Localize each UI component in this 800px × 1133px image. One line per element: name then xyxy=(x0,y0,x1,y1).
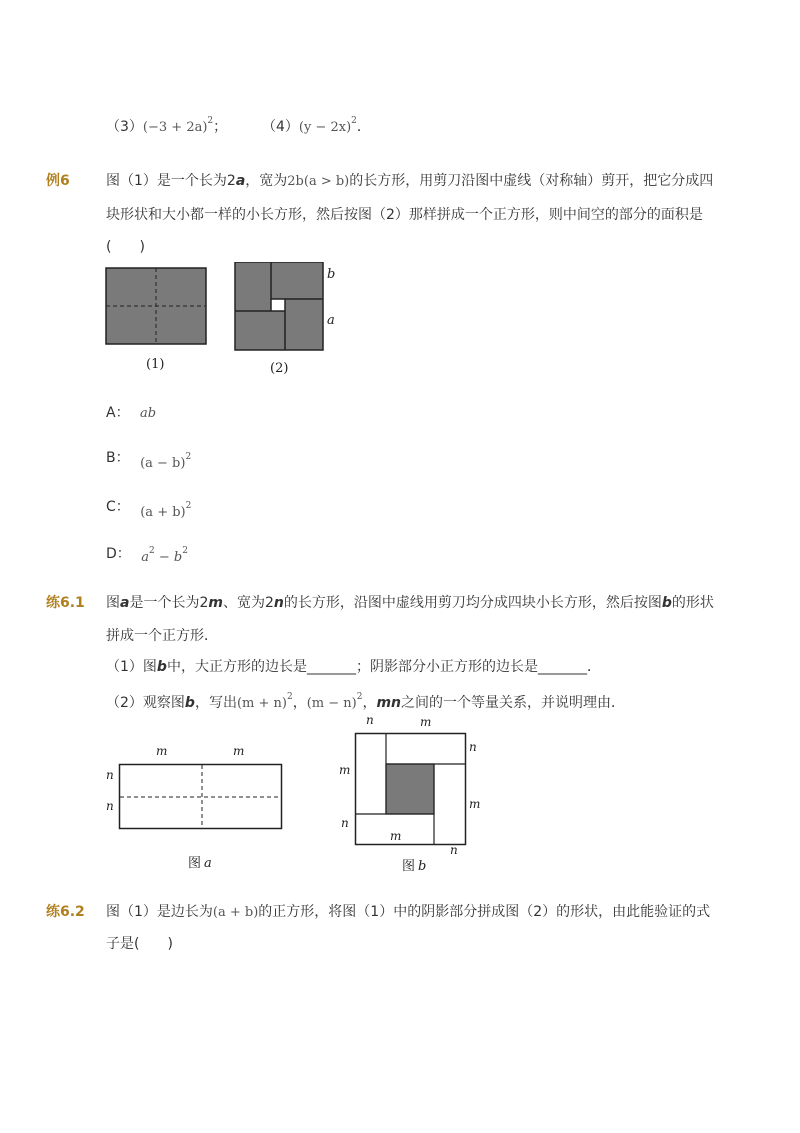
fig1-rectangle xyxy=(106,268,206,344)
item3-end: ； xyxy=(213,119,228,135)
p61-var-n: n xyxy=(273,595,284,611)
ex6-text-1: 图（1）是一个长为2 xyxy=(106,173,236,189)
p61-var-m: m xyxy=(208,595,223,611)
option-d-exp2: 2 xyxy=(182,546,188,557)
item3-label: （3） xyxy=(106,119,143,135)
practice61-line2: 拼成一个正方形． xyxy=(106,628,218,644)
figb-top-m: m xyxy=(420,715,432,729)
ex6-text-2: ，宽为 xyxy=(245,173,288,189)
example6-line3: ( ) xyxy=(106,239,145,255)
practice61-q1 xyxy=(106,656,601,676)
figure-b xyxy=(330,712,490,878)
option-a-math: ab xyxy=(140,406,157,421)
figb-top-n: n xyxy=(366,713,374,727)
p62-math: (a + b) xyxy=(212,905,259,920)
item4-exp: 2 xyxy=(351,116,357,127)
ex6-math-2b: 2b(a > b) xyxy=(287,174,350,189)
fig2-caption: (2) xyxy=(270,361,289,376)
p61-q1-d: ． xyxy=(586,659,601,675)
option-c-exp: 2 xyxy=(185,501,192,512)
option-a xyxy=(106,402,156,422)
figb-right-n: n xyxy=(469,740,477,754)
fig2-pinwheel xyxy=(235,262,323,350)
p61-text-e: 的形状 xyxy=(671,595,714,611)
p61-q2-d: ， xyxy=(362,695,377,711)
ex6-var-a: a xyxy=(235,173,246,189)
p61-var-b: b xyxy=(661,595,672,611)
p61-q1-b: 中，大正方形的边长是 xyxy=(166,659,307,675)
practice61-label: 练6.1 xyxy=(46,595,85,611)
item4-math: (y − 2x) xyxy=(298,120,352,135)
figure-a xyxy=(100,738,290,876)
practice61-q2 xyxy=(106,692,625,712)
option-b xyxy=(106,447,192,471)
item4-label: （4） xyxy=(262,119,299,135)
top-formula-line-4 xyxy=(262,116,371,136)
fig2-label-a: a xyxy=(327,313,335,328)
option-b-letter: B： xyxy=(106,450,130,466)
p62-text-a: 图（1）是边长为 xyxy=(106,904,213,920)
figa-top-m2: m xyxy=(233,744,245,758)
example6-label: 例6 xyxy=(46,173,70,189)
figb-caption: 图 b xyxy=(402,859,427,874)
top-formula-line xyxy=(106,116,227,136)
p61-q2-a: （2）观察图 xyxy=(106,695,185,711)
practice62-line2: 子是( ) xyxy=(106,936,173,952)
figb-shaded-square xyxy=(386,764,434,814)
figb-left-m: m xyxy=(339,763,351,777)
p61-text-a: 图 xyxy=(106,595,120,611)
option-d-exp: 2 xyxy=(149,546,155,557)
p61-text-d: 的长方形，沿图中虚线用剪刀均分成四块小长方形，然后按图 xyxy=(283,595,662,611)
item4-end: ． xyxy=(356,119,371,135)
p61-q2-c: ， xyxy=(292,695,307,711)
figb-bottom-m: m xyxy=(390,829,402,843)
p61-var-a: a xyxy=(120,595,130,611)
item3-exp: 2 xyxy=(207,116,214,127)
option-d-letter: D： xyxy=(106,546,131,562)
p61-text-c: 、宽为2 xyxy=(222,595,274,611)
fig1-caption: (1) xyxy=(146,357,165,372)
p61-q2-var: b xyxy=(184,695,195,711)
option-b-exp: 2 xyxy=(185,452,192,463)
figa-left-n2: n xyxy=(106,799,114,813)
example6-figures xyxy=(100,262,340,382)
figb-bottom-n: n xyxy=(450,843,458,857)
option-d xyxy=(106,543,188,563)
p61-q2-exp1: 2 xyxy=(286,692,293,703)
p61-q2-e: 之间的一个等量关系，并说明理由． xyxy=(401,695,626,711)
option-c-letter: C： xyxy=(106,499,130,515)
p61-q2-math2: (m − n) xyxy=(306,696,357,711)
practice62-line1 xyxy=(106,901,710,921)
p61-q2-exp2: 2 xyxy=(356,692,363,703)
p61-q1-a: （1）图 xyxy=(106,659,157,675)
figa-left-n1: n xyxy=(106,768,114,782)
practice62-label: 练6.2 xyxy=(46,904,85,920)
item3-math: (−3 + 2a) xyxy=(142,120,208,135)
option-d-math: a xyxy=(141,550,149,565)
figa-caption: 图 a xyxy=(188,856,212,871)
option-c xyxy=(106,496,192,520)
example6-line2: 块形状和大小都一样的小长方形，然后按图（2）那样拼成一个正方形，则中间空的部分的面积是 xyxy=(106,207,703,223)
p61-q1-c: ；阴影部分小正方形的边长是 xyxy=(355,659,538,675)
p62-text-b: 的正方形，将图（1）中的阴影部分拼成图（2）的形状，由此能验证的式 xyxy=(258,904,711,920)
p61-q1-var: b xyxy=(156,659,167,675)
option-a-letter: A： xyxy=(106,405,130,421)
p61-q2-math1: (m + n) xyxy=(236,696,287,711)
figb-right-m: m xyxy=(469,797,481,811)
p61-q1-blank2[interactable]: _______ xyxy=(537,659,587,675)
p61-q1-blank1[interactable]: _______ xyxy=(306,659,356,675)
fig2-label-b: b xyxy=(327,267,336,282)
p61-text-b: 是一个长为2 xyxy=(129,595,209,611)
option-d-math2: − b xyxy=(154,550,183,565)
figa-top-m1: m xyxy=(156,744,168,758)
option-b-math: (a − b) xyxy=(140,456,186,471)
practice61-line1 xyxy=(106,592,714,612)
p61-q2-var-mn: mn xyxy=(376,695,402,711)
figb-left-n: n xyxy=(341,816,349,830)
p61-q2-b: ，写出 xyxy=(194,695,237,711)
example6-line1 xyxy=(106,170,713,190)
ex6-text-3: 的长方形，用剪刀沿图中虚线（对称轴）剪开，把它分成四 xyxy=(349,173,714,189)
option-c-math: (a + b) xyxy=(140,505,186,520)
